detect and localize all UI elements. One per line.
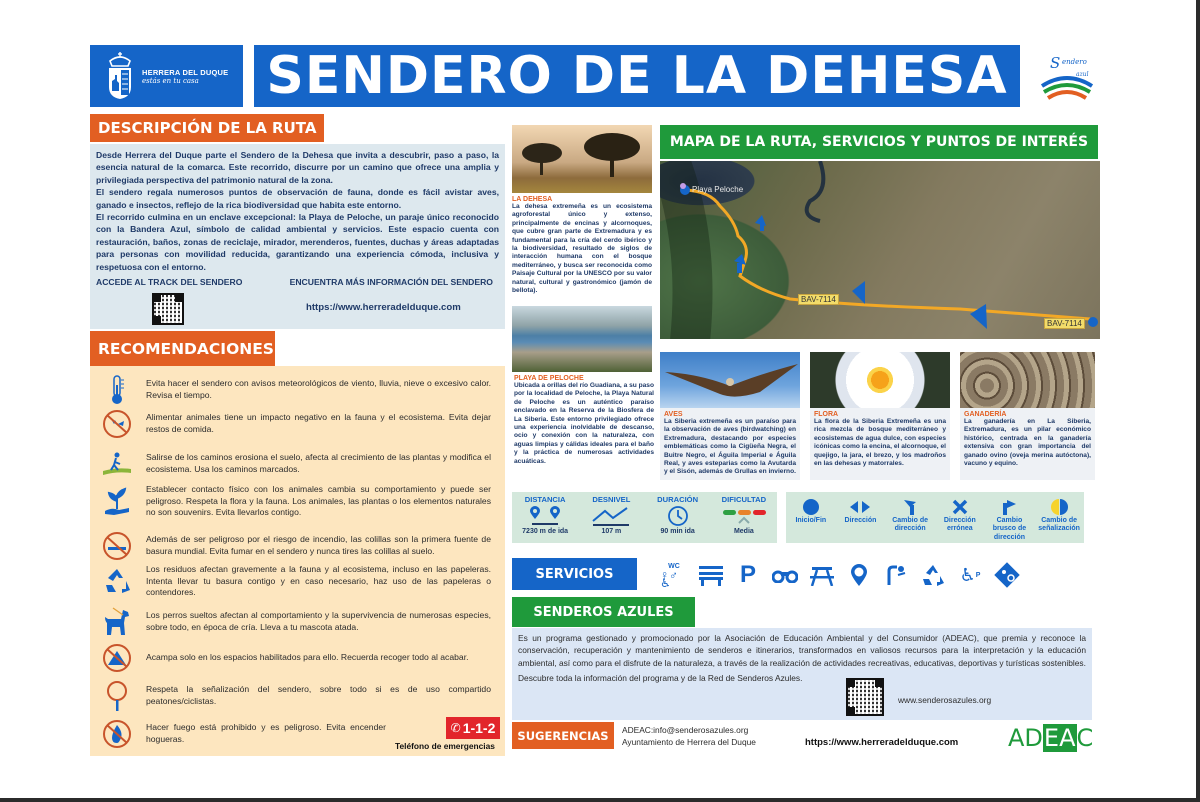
legend-item: Dirección: [836, 497, 884, 525]
senderos-azules-url[interactable]: www.senderosazules.org: [898, 695, 992, 705]
aves-caption: AVES La Siberia extremeña es un paraíso para la observación de aves (birdwatching) en Extremadura, destacando por especies emblemáticas como la Cigüeña Negra, el Buitre Negro, el Águila Imperial e Águila Real, y aves esteparias como la Avutarda y el Sisón, además de Grullas en invierno.: [660, 408, 800, 480]
page-title: SENDERO DE LA DEHESA: [254, 45, 1020, 107]
municipality-slogan: estás en tu casa: [142, 76, 199, 85]
description-paragraph: El recorrido culmina en un enclave excepcional: la Playa de Peloche, un paraje único reconocido con la Bandera Azul, símbolo de calidad ambiental y servicios. Este espacio cuenta con restauración, baños, zonas de reciclaje, mirador, merenderos, fuentes, duchas y áreas adaptadas para personas con movilidad reducida, garantizando una experiencia cómoda, inclusiva y respetuosa con el entorno.: [96, 212, 499, 272]
bench-icon: [697, 561, 725, 589]
hiker-on-path-icon: [98, 448, 136, 480]
map-road-label: BAV-7114: [798, 294, 839, 305]
discover-text: Descubre toda la información del programa y de la Red de Senderos Azules.: [518, 673, 803, 684]
recommendation-item: Salirse de los caminos erosiona el suelo, afecta al crecimiento de las plantas y modifica el ecosistema. Usa los caminos marcados.: [90, 448, 505, 480]
svg-text:endero: endero: [1062, 58, 1087, 66]
recommendation-item: Acampa solo en los espacios habilitados para ello. Recuerda recoger todo al acabar.: [90, 642, 505, 674]
ganaderia-caption: GANADERÍA La ganadería en La Siberia, Extremadura, es un pilar económico histórico, centrada en la ganadería extensiva con gran importancia del ganado ovino (oveja merina autóctona), vacuno y equino.: [960, 408, 1095, 480]
senderos-azules-panel: [512, 628, 1092, 720]
window-border-right: [1196, 0, 1200, 802]
suggestions-contacts: [622, 724, 756, 748]
sharp-turn-icon: [1000, 497, 1018, 517]
recommendations-heading: RECOMENDACIONES: [90, 331, 275, 366]
description-heading: DESCRIPCIÓN DE LA RUTA: [90, 114, 324, 142]
council-url-link[interactable]: https://www.herreradelduque.com: [805, 737, 959, 748]
no-camping-icon: [98, 642, 136, 674]
trail-sign-icon: [98, 680, 136, 712]
suggestions-email[interactable]: ADEAC:info@senderosazules.org: [622, 725, 749, 735]
coat-of-arms-icon: [104, 51, 136, 101]
wc-icon: WC ♀♂♿: [660, 563, 680, 590]
recommendation-item: Los perros sueltos afectan al comportamiento y la supervivencia de numerosas especies, sobre todo, en época de cría. Lleva a tu mascota atada.: [90, 606, 505, 638]
senderos-azules-text: Es un programa gestionado y promocionado por la Asociación de Educación Ambiental y del Consumidor (ADEAC), que premia y reconoce la conservación, recuperación y mantenimiento de senderos e itinerarios, transformados en valiosos recursos para la interpretación y la educación ambiental, así como para el disfrute de la naturaleza, a través de la realización de actividades recreativas, educativas, deportivas y turísticas sostenibles.: [518, 633, 1086, 668]
recommendation-item: Además de ser peligroso por el riesgo de incendio, las colillas son la primera fuente de basura mundial. Evita fumar en el sendero y nunca tires las colillas al suelo.: [90, 530, 505, 562]
svg-text:azul: azul: [1076, 71, 1089, 78]
recommendation-item: Alimentar animales tiene un impacto negativo en la fauna y el ecosistema. Evita dejar restos de comida.: [90, 408, 505, 440]
phone-icon: ✆: [450, 721, 461, 735]
recommendation-item: Establecer contacto físico con los animales cambia su comportamiento y puede ser peligroso. Respeta la flora y la fauna. Los animales, las plantas o los elementos naturales no son souvenirs. Evita llevarlos contigo.: [90, 484, 505, 519]
clock-icon: [667, 504, 689, 528]
municipality-name: HERRERA DEL DUQUE: [142, 67, 229, 77]
no-smoking-icon: [98, 530, 136, 562]
map-heading: MAPA DE LA RUTA, SERVICIOS Y PUNTOS DE INTERÉS: [660, 125, 1098, 159]
recycling-icon: [919, 561, 947, 589]
map-place-label: Playa Peloche: [692, 185, 744, 194]
route-map[interactable]: [660, 161, 1100, 339]
services-icons: [660, 560, 1021, 590]
direction-arrows-icon: [849, 497, 871, 517]
stat-difficulty: DIFICULTAD Media: [721, 495, 767, 535]
peloche-photo: [512, 306, 652, 372]
track-label: ACCEDE AL TRACK DEL SENDERO: [96, 277, 243, 288]
suggestions-heading: SUGERENCIAS: [512, 722, 614, 749]
flora-caption: FLORA La flora de la Siberia Extremeña es una rica mezcla de bosque mediterráneo y ecosistemas de agua dulce, con especies icónicas como la encina, el alcornoque, el quejigo, la jara, el brezo, y los madroños en las dehesas y matorrales.: [810, 408, 950, 480]
map-road-label: BAV-7114: [1044, 318, 1085, 329]
info-url-link[interactable]: https://www.herreradelduque.com: [306, 302, 461, 313]
plant-in-hand-icon: [98, 485, 136, 517]
stat-distance: DISTANCIA 7230 m de ida: [522, 495, 569, 535]
legend-item: Inicio/Fin: [787, 497, 835, 525]
stat-duration: DURACIÓN 90 min ida: [657, 495, 699, 535]
senderos-azules-qr-code[interactable]: [846, 678, 884, 716]
recommendations-panel: [90, 366, 505, 756]
recommendation-item: Respeta la señalización del sendero, sobre todo si es de uso compartido peatones/ciclistas.: [90, 680, 505, 712]
signage-change-icon: [1050, 497, 1068, 517]
no-feeding-animals-icon: [98, 408, 136, 440]
thermometer-icon: [98, 374, 136, 406]
start-end-dot-icon: [802, 497, 820, 517]
peloche-caption: PLAYA DE PELOCHE Ubicada a orillas del río Guadiana, a su paso por la localidad de Peloche, la Playa Natural de Peloche es un auténtico paraíso enclavado en la Reserva de la Biosfera de La Siberia. Este entorno privilegiado ofrece una experiencia inolvidable de descanso, ocio y conexión con la naturaleza, con aguas limpias y cálidas ideales para el baño y la práctica de numerosas actividades acuáticas.: [514, 375, 654, 465]
senderos-azules-heading: SENDEROS AZULES: [512, 597, 695, 627]
adeac-logo: AD EA C: [1008, 724, 1094, 752]
sendero-azul-logo-icon: [1036, 46, 1098, 106]
no-fire-icon: [98, 718, 136, 750]
ganaderia-photo: [960, 352, 1095, 408]
map-legend: [786, 492, 1084, 543]
recommendation-item: Los residuos afectan gravemente a la fauna y al ecosistema, incluso en las papeleras. Intenta llevar tu basura contigo y en caso necesario, haz uso de las papeleras o contendores.: [90, 564, 505, 599]
recommendation-item: Evita hacer el sendero con avisos meteorológicos de viento, lluvia, nieve o excesivo calor. Revisa el tiempo.: [90, 374, 505, 406]
elevation-graph-icon: [591, 504, 631, 528]
legend-item: Dirección errónea: [936, 497, 984, 534]
suggestions-council: Ayuntamiento de Herrera del Duque: [622, 737, 756, 747]
info-point-icon: [845, 561, 873, 589]
emergency-number-badge[interactable]: ✆ 1-1-2: [446, 717, 500, 739]
description-paragraph: Desde Herrera del Duque parte el Sendero de la Dehesa que invita a descubrir, paso a paso, la esencia natural de la comarca. Este recorrido, discurre por un camino que ofrece una amplia y privilegiada perspectiva del patrimonio natural de la zona.: [96, 150, 499, 185]
track-qr-code[interactable]: [152, 293, 184, 325]
route-stats: [512, 492, 777, 543]
accessible-parking-icon: ♿ P: [959, 564, 981, 585]
dog-on-leash-icon: [98, 606, 136, 638]
legend-item: Cambio de señalización: [1035, 497, 1083, 534]
more-info-label: ENCUENTRA MÁS INFORMACIÓN DEL SENDERO: [289, 277, 493, 288]
window-border-bottom: [0, 798, 1200, 802]
wrong-direction-icon: [952, 497, 968, 517]
parking-icon: P: [739, 561, 756, 588]
svg-text:S: S: [1050, 54, 1061, 72]
distance-pins-icon: [528, 504, 562, 528]
dehesa-photo: [512, 125, 652, 193]
municipality-logo: [90, 45, 243, 107]
description-paragraph: El sendero regala numerosos puntos de observación de fauna, donde es fácil avistar aves, ganado e insectos, reflejo de la rica biodiversidad que habita este entorno.: [96, 187, 499, 210]
flora-photo: [810, 352, 950, 408]
legend-item: Cambio de dirección: [886, 497, 934, 534]
drinking-fountain-icon: [882, 561, 910, 589]
direction-change-icon: [902, 497, 918, 517]
binoculars-icon: [771, 561, 799, 589]
recommendation-item: Hacer fuego está prohibido y es peligroso. Evita encender hogueras.: [90, 718, 505, 750]
dehesa-caption: LA DEHESA La dehesa extremeña es un ecosistema agroforestal único y extenso, principalmente de encinas y alcornoques, que cubre gran parte de Extremadura y es fundamental para la cría del cerdo ibérico y la biodiversidad, resultado de siglos de interacción humana con el bosque mediterráneo, y busca ser reconocida como Paisaje Cultural por la UNESCO por su valor natural, cultural y gastronómico (jamón de bellota).: [512, 196, 652, 295]
picnic-table-icon: [808, 561, 836, 589]
stat-elevation: DESNIVEL 107 m: [592, 495, 631, 535]
recycle-icon: [98, 565, 136, 597]
legend-item: Cambio brusco de dirección: [985, 497, 1033, 542]
shared-path-icon: [993, 561, 1021, 589]
difficulty-meter-icon: [721, 504, 767, 528]
emergency-label: Teléfono de emergencias: [395, 741, 495, 751]
aves-photo: [660, 352, 800, 408]
services-heading: SERVICIOS: [512, 558, 637, 590]
